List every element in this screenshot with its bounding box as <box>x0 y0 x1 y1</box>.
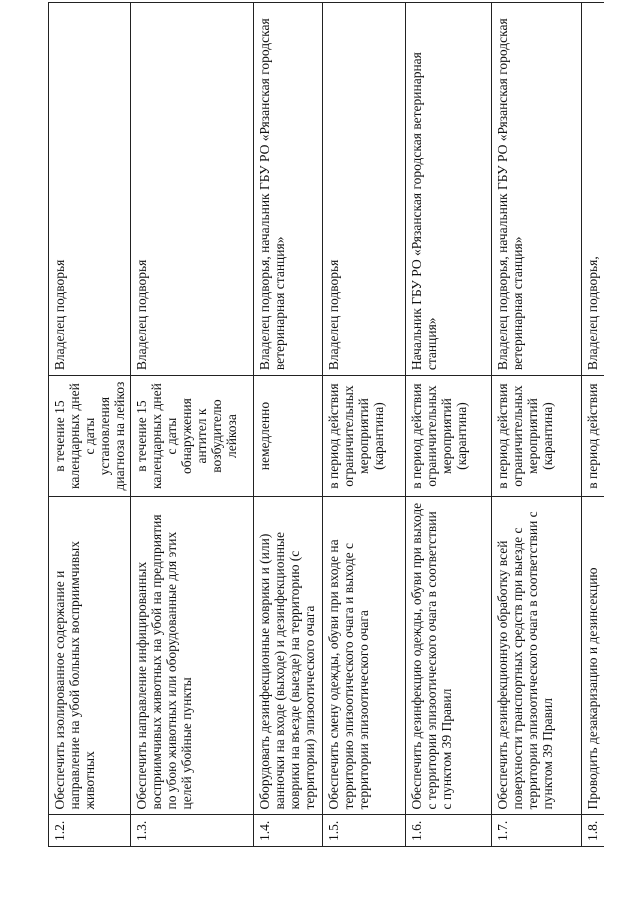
term-cell: в период действия ограничительных мероприятий (карантина) <box>323 376 406 497</box>
responsible-cell <box>582 3 604 376</box>
table-row <box>49 3 131 847</box>
responsible-cell: Владелец подворья, начальник ГБУ РО «Рязанская городская ветеринарная станция» <box>492 3 582 376</box>
action-cell: Обеспечить дезинфекционную обработку всей поверхности транспортных средств при выезде с территории эпизоотического очага в соответствии с пунктом 39 Правил <box>492 497 582 815</box>
action-cell: Оборудовать дезинфекционные коврики и (или) ванночки на входе (выходе) и дезинфекционные коврики на въезде (выезде) на территорию (с территории) эпизоотического очага <box>254 497 323 815</box>
row-number: 1.6. <box>406 815 492 847</box>
responsible-cell: Владелец подворья <box>131 3 254 376</box>
action-cell: Обеспечить направление инфицированных восприимчивых животных на убой на предприятия по убою животных или оборудованные для этих целей убойные пункты <box>131 497 254 815</box>
row-number: 1.4. <box>254 815 323 847</box>
action-text: Проводить дезакаризацию и дезинсекцию <box>585 567 600 810</box>
action-cell: Обеспечить изолированное содержание и направление на убой больных восприимчивых животных <box>49 497 131 815</box>
row-number: 1.2. <box>49 815 131 847</box>
term-text: в период действия <box>585 383 600 489</box>
table-row <box>254 3 323 847</box>
term-cell: в период действия ограничительных мероприятий (карантина) <box>492 376 582 497</box>
responsible-cell: Владелец подворья <box>49 3 131 376</box>
term-cell: немедленно <box>254 376 323 497</box>
action-cell <box>582 497 604 815</box>
row-number: 1.5. <box>323 815 406 847</box>
responsible-text: Владелец подворья, <box>585 256 600 371</box>
measures-table <box>48 2 604 847</box>
term-cell: в период действия ограничительных мероприятий (карантина) <box>406 376 492 497</box>
table-row <box>406 3 492 847</box>
action-cell: Обеспечить смену одежды, обуви при входе на территорию эпизоотического очага и выходе с территории эпизоотического очага <box>323 497 406 815</box>
row-number <box>582 815 604 847</box>
term-cell: в течение 15 календарных дней с даты установления диагноза на лейкоз <box>49 376 131 497</box>
responsible-cell: Владелец подворья, начальник ГБУ РО «Рязанская городская ветеринарная станция» <box>254 3 323 376</box>
term-cell: в течение 15 календарных дней с даты обнаружения антител к возбудителю лейкоза <box>131 376 254 497</box>
term-cell <box>582 376 604 497</box>
table-row <box>492 3 582 847</box>
row-number: 1.7. <box>492 815 582 847</box>
table-row <box>323 3 406 847</box>
table-row <box>582 3 604 847</box>
responsible-cell: Владелец подворья <box>323 3 406 376</box>
row-number: 1.3. <box>131 815 254 847</box>
row-number-text: 1.8. <box>585 820 600 841</box>
table-row <box>131 3 254 847</box>
action-cell: Обеспечить дезинфекцию одежды, обуви при выходе с территории эпизоотического очага в соответствии с пунктом 39 Правил <box>406 497 492 815</box>
responsible-cell: Начальник ГБУ РО «Рязанская городская ветеринарная станция» <box>406 3 492 376</box>
